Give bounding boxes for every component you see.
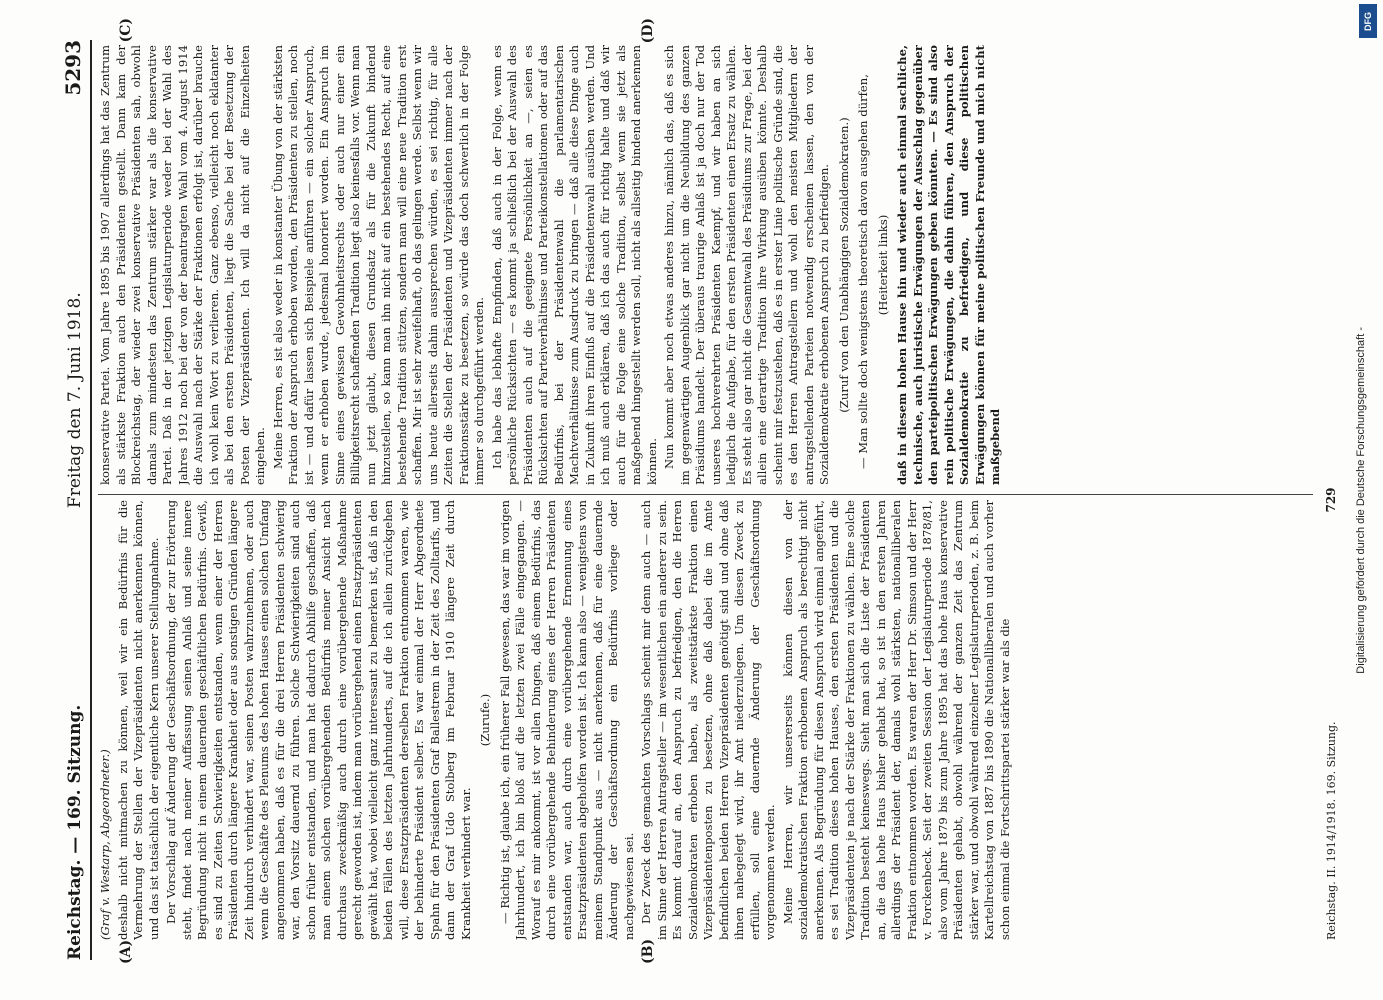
marker-c: (C): [118, 18, 134, 43]
paragraph: Nun kommt aber noch etwas anderes hinzu, nämlich das, daß es sich im gegenwärtigen Augenblick gar nicht um die Neubildung des ganzen Präsidiums handelt. Der überaus traurige Anlaß ist ja doch nur der Tod unseres hochverehrten Präsidenten Kaempf, und wir haben an sich lediglich die Aufgabe, für den ersten Präsidenten einen Ersatz zu wählen. Es steht also gar nicht die Gesamtwahl des Präsidiums zur Frage, bei der allein eine derartige Tradition ihre Wirkung ausüben könnte. Deshalb scheint mir festzustehen, daß es in erster Linie politische Gründe sind, die es den Herren Antragstellern und wohl den meisten Mitgliedern der antragstellenden Parteien notwendig erscheinen lassen, den von der Sozialdemokratie erhobenen Anspruch zu befriedigen.: [662, 45, 831, 485]
marker-b: (B): [640, 938, 656, 964]
header-date: Freitag den 7. Juni 1918.: [65, 292, 85, 509]
paragraph: Meine Herren, es ist also weder in konstanter Übung von der stärksten Fraktion der Anspruch erhoben worden, den Präsidenten zu stellen, noch ist — und dafür lassen sich Beispiele anführen — ein solcher Anspruch, wenn er erhoben wurde, jedesmal honoriert worden. Ein Anspruch im Sinne eines gewissen Gewohnheitsrechts oder auch nur einer ein Billigkeitsrecht schaffenden Tradition liegt also keinesfalls vor. Wenn man nun jetzt glaubt, diesen Grundsatz als für die Zukunft bindend hinzustellen, so kann man ihn nicht auf ein bestehendes Recht, auf eine bestehende Tradition stützen, sondern man will eine neue Tradition erst schaffen. Mir ist sehr zweifelhaft, ob das gelingen werde. Selbst wenn wir uns heute allerseits dahin aussprechen würden, es sei richtig, für alle Zeiten die Stellen der Präsidenten und Vizepräsidenten immer nach der Fraktionsstärke zu besetzen, so würde das doch schwerlich in der Folge immer so durchgeführt werden.: [270, 45, 486, 485]
column-rule: [98, 494, 1313, 495]
paragraph: Der Vorschlag auf Änderung der Geschäftsordnung, der zur Erörterung steht, findet nach meiner Auffassung seinen Anlaß und seine innere Begründung nicht in einem dauernden geschäftlichen Bedürfnis. Gewiß, es sind zu Zeiten Schwierigkeiten entstanden, wenn einer der Herren Präsidenten durch längere Krankheit oder aus sonstigen Gründen längere Zeit hindurch verhindert war, seinen Posten wahrzunehmen, oder auch wenn die Geschäfte des Plenums des hohen Hauses einen solchen Umfang angenommen haben, daß es für die drei Herren Präsidenten schwierig war, den Vorsitz dauernd zu führen. Solche Schwierigkeiten sind auch schon früher entstanden, und man hat dadurch Abhilfe geschaffen, daß man einem solchen vorübergehenden Bedürfnis meiner Ansicht nach durchaus zweckmäßig auch durch eine vorübergehende Maßnahme gerecht geworden ist, indem man vorübergehend einen Ersatzpräsidenten gewählt hat, wobei vielleicht ganz interessant zu bemerken ist, daß in den beiden Fällen des letzten Jahrhunderts, auf die ich allein zurückgehen will, diese Ersatzpräsidenten derselben Fraktion entnommen waren, wie der behinderte Präsident selber. Es war einmal der Herr Abgeordnete Spahn für den Präsidenten Graf Ballestrem in der Zeit des Zolltarifs, und dann der Graf Udo Stolberg im Februar 1910 längere Zeit durch Krankheit verhindert war.: [164, 500, 473, 940]
right-column: [98, 45, 1313, 485]
digitization-note: [1351, 18, 1371, 982]
paragraph: Der Zweck des gemachten Vorschlags scheint mir denn auch — auch im Sinne der Herren Antragsteller — im wesentlichen ein anderer zu sein. Es kommt darauf an, den Anspruch zu befriedigen, den die Herren Sozialdemokraten erhoben haben, als zweitstärkste Fraktion einen Vizepräsidentenposten zu besetzen, ohne daß dabei die im Amte befindlichen beiden Herren Vizepräsidenten genötigt sind und ohne daß ihnen nahegelegt wird, ihr Amt niederzulegen. Um diesen Zweck zu erfüllen, soll eine dauernde Änderung der Geschäftsordnung vorgenommen werden.: [639, 500, 777, 940]
dfg-logo-text: DFG: [1363, 11, 1373, 31]
paragraph: — Richtig ist, glaube ich, ein früherer Fall gewesen, das war im vorigen Jahrhundert, ich bin bloß auf die letzten zwei Fälle eingegangen. — Worauf es mir ankommt, ist vor allen Dingen, daß einem Bedürfnis, das durch eine vorübergehende Behinderung eines der Herren Präsidenten entstanden war, auch durch eine vorübergehende Ernennung eines Ersatzpräsidenten abgeholfen worden ist. Ich kann also — wenigstens von meinem Standpunkt aus — nicht anerkennen, daß für eine dauernde Änderung der Geschäftsordnung ein Bedürfnis vorliege oder nachgewiesen sei.: [497, 500, 636, 940]
header-rule: [90, 40, 92, 960]
speaker-line: (Graf v. Westarp, Abgeordneter.): [98, 749, 112, 940]
footer-page-code: 729: [1324, 487, 1338, 513]
interjection: (Heiterkeit links): [875, 214, 890, 316]
left-column: [98, 500, 1313, 940]
paragraph: Meine Herren, wir unsererseits können diesen von der sozialdemokratischen Fraktion erhobenen Anspruch als berechtigt nicht anerkennen. Als Begründung für diesen Anspruch wird einmal angeführt, es sei Tradition dieses hohen Hauses, den ersten Präsidenten und die Vizepräsidenten je nach der Stärke der Fraktionen zu wählen. Eine solche Tradition besteht keineswegs. Sieht man sich die Liste der Präsidenten an, die das hohe Haus bisher gehabt hat, so ist in den ersten Jahren allerdings der Präsident der, damals wohl stärksten, nationalliberalen Fraktion entnommen worden. Es waren der Herr Dr. Simson und der Herr v. Forckenbeck. Seit der zweiten Session der Legislaturperiode 1878/81, also vom Jahre 1879 bis zum Jahre 1895 hat das hohe Haus konservative Präsidenten gehabt, obwohl während der ganzen Zeit das Zentrum stärker war, und obwohl während einzelner Legislaturperioden, z. B. beim Kartellreichstag von 1887 bis 1890 die Nationalliberalen und auch vorher schon einmal die Fortschrittspartei stärker war als die: [780, 500, 1012, 940]
page-number: 5293: [61, 40, 85, 96]
page-header: [55, 40, 85, 960]
paragraph: konservative Partei. Vom Jahre 1895 bis 1907 allerdings hat das Zentrum als stärkste Fraktion auch den Präsidenten gestellt. Dann kam der Blockreichstag, der wieder zwei konservative Präsidenten sah, obwohl damals zum mindesten das Zentrum stärker war als die konservative Partei. Daß in der jetzigen Legislaturperiode weder bei der Wahl des Jahres 1912 noch bei der von der beantragten Wahl vom 4. August 1914 die Auswahl nach der Stärke der Fraktionen erfolgt ist, darüber brauche ich wohl kein Wort zu verlieren. Ganz ebenso, vielleicht noch eklatanter als bei den ersten Präsidenten, liegt die Sache bei der Besetzung der Posten der Vizepräsidenten. Ich will da nicht auf die Einzelheiten eingehen.: [98, 45, 267, 485]
paragraph: Ich habe das lebhafte Empfinden, daß auch in der Folge, wenn es persönliche Rücksichten — es kommt ja schließlich bei der Auswahl des Präsidenten auch auf die geeignete Persönlichkeit an —, seien es Rücksichten auf Parteiverhältnisse und Parteikonstellationen oder auf das Bedürfnis, bei der Präsidentenwahl die parlamentarischen Machtverhältnisse zum Ausdruck zu bringen — daß alle diese Dinge auch in Zukunft ihren Einfluß auf die Präsidentenwahl ausüben werden. Und ich muß auch erklären, daß ich das auch für richtig halte und daß wir auch für die Folge eine solche Tradition, selbst wenn sie jetzt als maßgebend hingestellt werden soll, nicht als allseitig bindend anerkennen können.: [489, 45, 659, 485]
dfg-logo: [1359, 4, 1377, 38]
paragraph: daß in diesem hohen Hause hin und wieder auch einmal sachliche, technische, auch juristische Erwägungen der Ausschlag gegenüber den parteipolitischen Erwägungen geben könnten. — Es sind also rein politische Erwägungen, die dahin führen, den Anspruch der Sozialdemokratie zu befriedigen, und diese politischen Erwägungen können für meine politischen Freunde und mich nicht maßgebend: [895, 45, 1002, 485]
marker-d: (D): [640, 18, 656, 44]
interjection: (Zurufe.): [478, 693, 492, 747]
digitization-note-text: Digitalisierung gefördert durch die Deutsche Forschungsgemeinschaft -: [1355, 326, 1367, 674]
paragraph: deshalb nicht mitmachen zu können, weil wir ein Bedürfnis für die Vermehrung der Stellen der Vizepräsidenten nicht anerkennen können, und das ist tatsächlich der eigentliche Kern unserer Stellungnahme.: [115, 500, 161, 940]
marker-a: (A): [118, 939, 134, 964]
header-left: Reichstag. — 169. Sitzung.: [65, 704, 85, 960]
paragraph: — Man sollte doch wenigstens theoretisch davon ausgehen dürfen,: [856, 74, 870, 469]
interjection: (Zuruf von den Unabhängigen Sozialdemokraten.): [836, 117, 851, 413]
footer-left: Reichstag. II. 1914/1918. 169. Sitzung.: [1325, 721, 1338, 940]
